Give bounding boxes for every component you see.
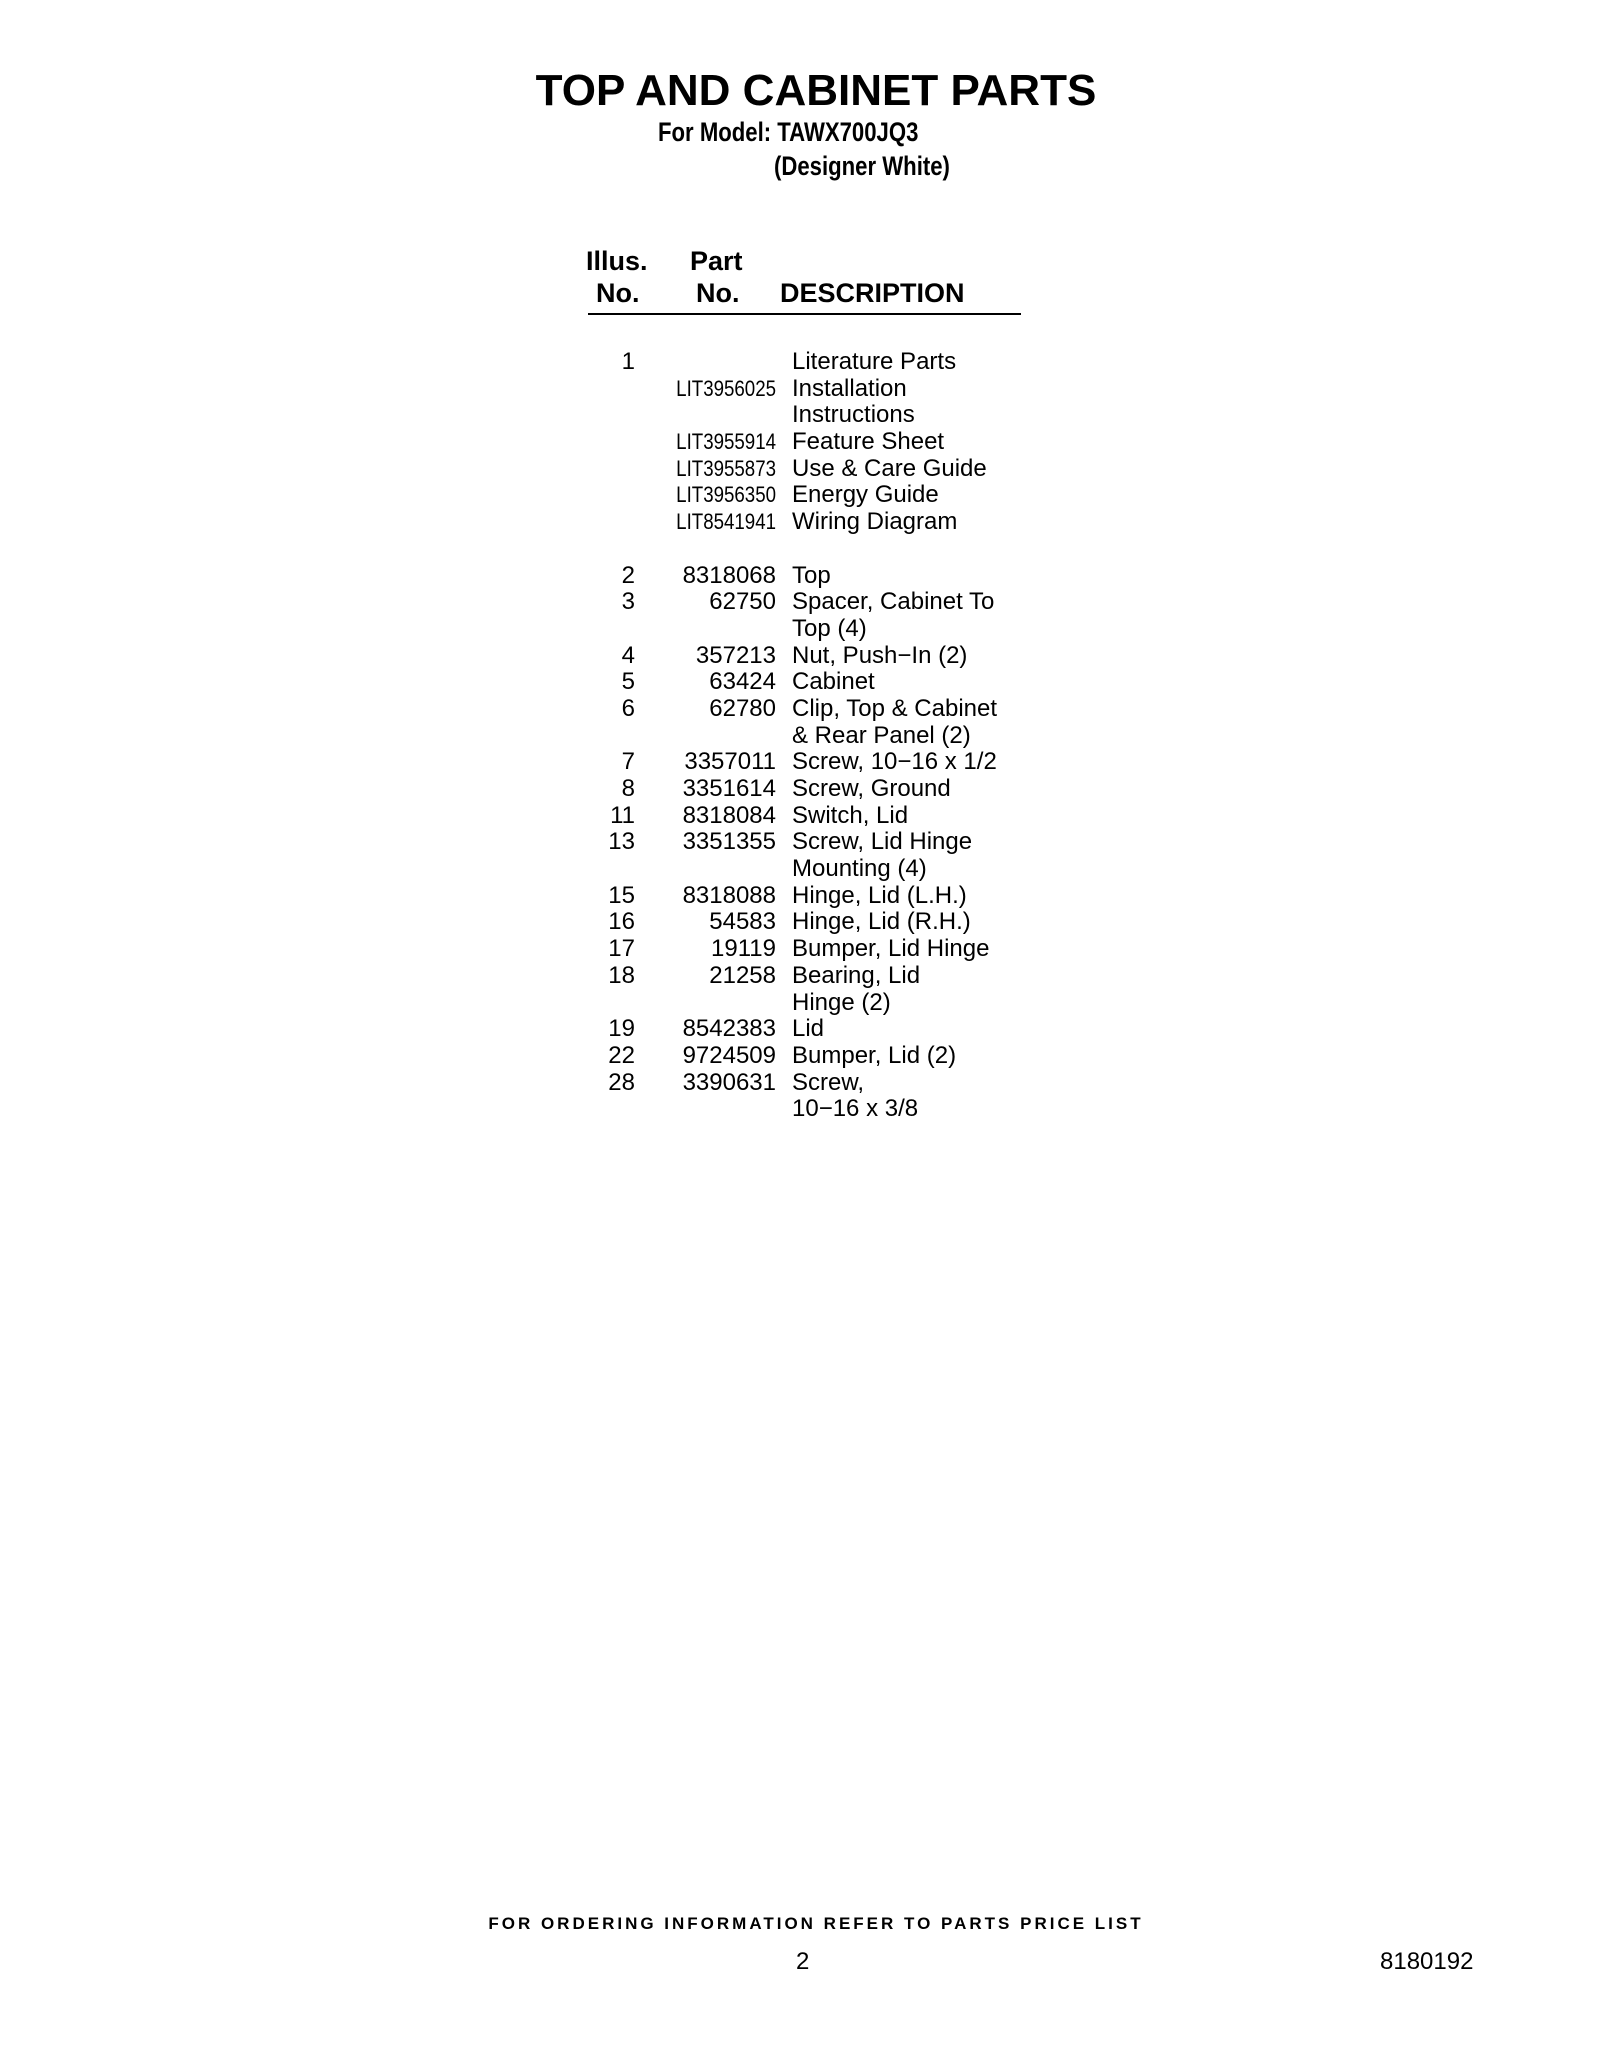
table-row [0,482,1600,509]
illus-number: 5 [621,668,635,696]
ordering-note: FOR ORDERING INFORMATION REFER TO PARTS PRICE LIST [488,1914,1144,1933]
table-row [0,643,1600,670]
part-description: Spacer, Cabinet To [792,588,995,616]
part-description: Wiring Diagram [792,508,958,536]
parts-table [0,349,1600,1123]
table-row [0,589,1600,616]
illus-number: 6 [621,694,635,722]
part-number: 62750 [709,588,776,616]
part-description: Bumper, Lid Hinge [792,935,990,963]
header-rule [588,313,1021,315]
illus-number: 3 [621,588,635,616]
illus-number: 19 [608,1015,635,1043]
part-description: Feature Sheet [792,428,945,456]
table-row [0,563,1600,590]
document-number: 8180192 [1380,1948,1474,1975]
column-header-part-2: No. [696,278,740,308]
table-row [0,616,1600,643]
table-row [0,669,1600,696]
model-line: For Model: TAWX700JQ3 [658,117,919,147]
table-row [0,1043,1600,1070]
table-row [0,456,1600,483]
table-row [0,723,1600,750]
part-description: Switch, Lid [792,801,909,829]
table-row [0,963,1600,990]
table-row [0,1016,1600,1043]
part-number: 21258 [709,961,776,989]
illus-number: 22 [608,1041,635,1069]
page-title: TOP AND CABINET PARTS [535,66,1097,115]
part-number: 62780 [709,694,776,722]
part-number: 8318068 [682,561,776,589]
illus-number: 16 [608,908,635,936]
part-description: Bearing, Lid [792,961,921,989]
part-number: 8318088 [682,881,776,909]
part-number: LIT3956025 [676,375,776,401]
table-row [0,990,1600,1017]
part-description: Use & Care Guide [792,454,987,482]
table-row [0,429,1600,456]
part-number: LIT8541941 [676,509,776,535]
table-row [0,696,1600,723]
illus-number: 7 [621,748,635,776]
table-row [0,749,1600,776]
illus-number: 1 [621,348,635,375]
part-number: 8318084 [682,801,776,829]
part-description: Literature Parts [792,348,957,375]
illus-number: 8 [621,775,635,802]
table-row [0,936,1600,963]
table-row [0,856,1600,883]
table-row [0,829,1600,856]
illus-number: 18 [608,961,635,989]
part-description: Top (4) [792,614,867,642]
part-description: Bumper, Lid (2) [792,1041,957,1069]
part-number: 3390631 [682,1068,776,1096]
part-description: Screw, Lid Hinge [792,828,973,856]
illus-number: 11 [610,801,635,829]
part-number: 54583 [709,908,776,936]
part-description: Installation [792,374,907,402]
part-description: Hinge, Lid (L.H.) [792,881,967,909]
table-row [0,1070,1600,1097]
part-number: 3357011 [684,748,776,776]
part-description: 10−16 x 3/8 [792,1095,919,1123]
page-number: 2 [796,1948,810,1975]
illus-number: 13 [608,828,635,856]
part-description: Energy Guide [792,481,939,509]
part-description: Mounting (4) [792,855,927,883]
illus-number: 2 [621,561,635,589]
table-row [0,402,1600,429]
table-row [0,349,1600,376]
part-description: Screw, [792,1068,865,1096]
table-row [0,803,1600,830]
table-row [0,1096,1600,1123]
part-number: 3351614 [682,775,776,802]
part-description: Screw, 10−16 x 1/2 [792,748,997,776]
part-description: Nut, Push−In (2) [792,641,968,669]
illus-number: 28 [608,1068,635,1096]
part-number: 9724509 [682,1041,776,1069]
part-number: 8542383 [682,1015,776,1043]
table-row [0,883,1600,910]
table-row [0,509,1600,536]
part-description: Screw, Ground [792,775,951,802]
illus-number: 15 [608,881,635,909]
part-description: Lid [792,1015,825,1043]
part-number: LIT3955914 [676,429,776,455]
part-description: Clip, Top & Cabinet [792,694,998,722]
part-description: & Rear Panel (2) [792,721,971,749]
table-row [0,776,1600,803]
column-header-description: DESCRIPTION [780,278,965,308]
column-header-illus-2: No. [596,278,640,308]
color-line: (Designer White) [774,151,950,181]
part-description: Hinge (2) [792,988,891,1016]
table-row [0,909,1600,936]
part-description: Top [792,561,831,589]
part-number: 19119 [711,935,776,963]
illus-number: 4 [621,641,635,669]
illus-number: 17 [608,935,635,963]
part-number: 357213 [695,641,776,669]
part-number: 3351355 [682,828,776,856]
column-header-part-1: Part [690,246,743,276]
part-number: LIT3956350 [676,482,776,508]
part-description: Hinge, Lid (R.H.) [792,908,971,936]
table-row [0,376,1600,403]
part-description: Instructions [792,401,915,429]
part-number: 63424 [709,668,776,696]
part-number: LIT3955873 [676,455,776,481]
column-header-illus-1: Illus. [586,246,648,276]
part-description: Cabinet [792,668,875,696]
